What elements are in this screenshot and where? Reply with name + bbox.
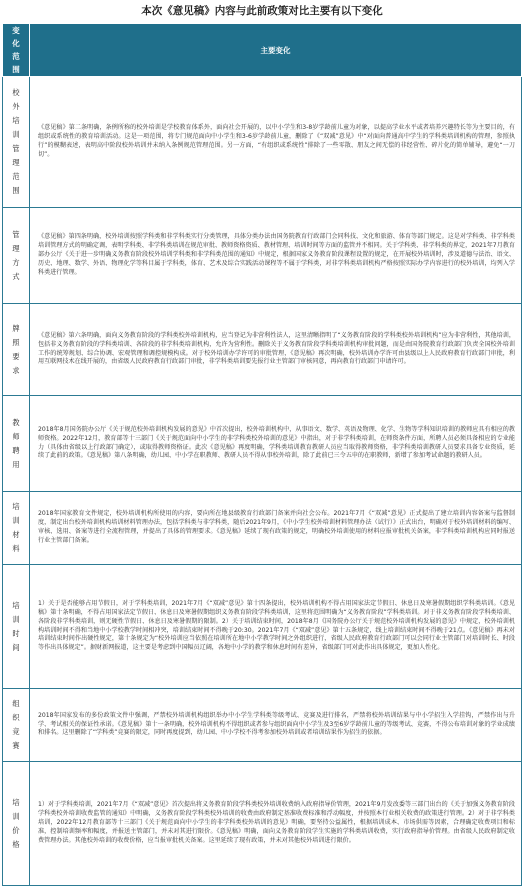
header-category: 变化范围 [3,24,30,77]
row-category: 培训材料 [3,492,30,565]
row-text: 2018年国家发布的多份政策文件中强调，严禁校外培训机构组织举办中小学生学科类等级考试、竞赛及进行排名，严禁将校外培训结果与中小学招生入学挂钩，严禁作出与升学、考试相关的保证性承诺。《意见稿》第十一条明确，校外培训机构不得组织或者参与组织面向中小学生及3至6岁学龄前儿童的等级考试、竞赛，不得公布培训对象的学业成绩和排名。这里删除了“学科类”竞赛的限定，同时再度提到，幼儿园、中小学校不得考参加校外培训或者培训结果作为招生的依据。 [30,689,522,762]
row-category: 牌照要求 [3,304,30,396]
row-text: 《意见稿》第四条明确，校外培训按照学科类和非学科类实行分类管理，具体分类办法由国务院教育行政部门会同科技、文化和旅游、体育等部门规定。这是对学科类、非学科类培训管理方式的明确定调，表明学科类、非学科类培训在规范审批、教师资格资质、教材管理、培训时间等方面的监管并不相同。关于学科类、非学科类的界定，2021年7月教育部办公厅《关于进一步明确义务教育阶段校外培训学科类和非学科类范围的通知》中规定，根据国家义务教育阶段课程设置的规定，在开展校外培训时，涉及道德与法治、语文、历史、地理、数学、外语、物理化学等科目属于学科类，体育、艺术及综合实践活动课程等不属于学科类，对非学科类培训机构严格按照实际办学内容进行的校外培训，均列入学科类进行管理。 [30,208,522,304]
table-row [3,77,522,208]
row-category: 管理方式 [3,208,30,304]
table-row [3,565,522,689]
header-changes: 主要变化 [30,24,522,77]
comparison-table [2,23,522,886]
table-header-row [3,24,522,77]
table-row [3,396,522,492]
table-row [3,762,522,886]
table-row [3,304,522,396]
row-text: 1）关于是否能够占用节假日，对于学科类培训，2021年7月《“双减”意见》第十四条提出，校外培训机构不得占用国家法定节假日、休息日及寒暑假期组织学科类培训。《意见稿》第十条明确，不得占用国家法定节假日、休息日及寒暑假期组织义务教育阶段学科类培训，这里将范围明确为“义务教育阶段”学科类培训。对于非义务教育阶段学科类培训、各阶段非学科类培训，则无硬性节假日、休息日及寒暑假期的限制。2）关于培训结束时间，2018年8月《国务院办公厅关于规范校外培训机构发展的意见》中规定，校外培训机构培训时间不得和当地中小学校教学时间相冲突，培训结束时间不得晚于20:30。2021年7月《“双减”意见》第十五条规定，线上培训结束时间不得晚于21点。《意见稿》再未对培训结束时间作出硬性规定，第十条规定为“校外培训应当依照在培训所在地中小学教学时间之外组织进行，省级人民政府教育行政部门可以会同行业主管部门对培训时长、时段等作出具体规定”。据财新网报道，这主要是考虑到中国幅员辽阔，各地中小学的教学和休息时间有差异，省级部门可对此作出具体规定，更加人性化。 [30,565,522,689]
row-category: 组织竞赛 [3,689,30,762]
page-title: 本次《意见稿》内容与此前政策对比主要有以下变化 [141,5,383,17]
row-text: 2018年国家教育文件规定，校外培训机构所使用的内容，要向所在地县级教育行政部门备案并向社会公布。2021年7月《“双减”意见》正式提出了建立培训内容备案与监督制度，制定出台校外培训机构培训材料管理办法，包括学科类与非学科类，随后2021年9月，《中小学生校外培训材料管理办法（试行）》正式出台，明确对于校外培训材料的编写、审核、选用、备案等进行全流程管理，并提出了具体的管理要求。《意见稿》延续了现有政策的规定，明确校外培训使用的材料应报审批机关备案，非学科类培训机构应同时报送行业主管部门备案。 [30,492,522,565]
row-category: 培训时间 [3,565,30,689]
row-category: 培训价格 [3,762,30,886]
row-text: 《意见稿》第六条明确，面向义务教育阶段的学科类校外培训机构，应当登记为非营利性法人，这里清晰指明了“义务教育阶段的学科类校外培训机构”应为非营利性，其他培训，包括非义务教育阶段的学科类培训、各阶段的非学科类培训机构，允许为营利性。删除关于义务教育阶段学科类培训机构审批问题，而是由国务院教育行政部门负责全国校外培训工作的统筹规划、综合协调、宏观管理和调控规模构成。对于校外培训办学许可的审批管理，《意见稿》再次明确，校外培训办学许可由县级以上人民政府教育行政部门审批，利用互联网技术在线开展的，由省级人民政府教育行政部门审批，非学科类培训要先报行业主管部门审核同意，再向教育行政部门申请许可。 [30,304,522,396]
row-category: 校外培训管理范围 [3,77,30,208]
row-category: 教师聘用 [3,396,30,492]
row-text: 1）对于学科类培训，2021年7月《“双减”意见》首次提出将义务教育阶段学科类校外培训收费纳入政府指导价管理，2021年9月发改委等三部门出台的《关于加强义务教育阶段学科类校外培训收费监管的通知》中明确，义务教育阶段学科类校外培训的收费由政府制定基准收费标准和浮动幅度，并按照本行业相关收费的政策进行管理。2）对于非学科类培训，2022年12月教育部等十三部门《关于规范面向中小学生的非学科类校外培训的意见》明确，要坚持公益属性，根据培训成本、市场供需等因素，合理确定收费项目和标准，控制培训频率和幅度，并报送主管部门，并未对其进行限价。《意见稿》明确，面向义务教育阶段学生实施的学科类培训收费，实行政府指导价管理。由省级人民政府制定收费管理办法。其他校外培训的收费价格，应当报审批机关备案。这里延续了现有政策，并未对其他校外培训进行限价。 [30,762,522,886]
table-row [3,208,522,304]
row-text: 2018年8月国务院办公厅《关于规范校外培训机构发展的意见》中首次提出，校外培训机构中，从事语文、数学、英语及物理、化学、生物等学科知识培训的教师应具有相应的教师资格。2022年12月，教育部等十三部门《关于规范面向中小学生的非学科类校外培训的意见》中指出，对于非学科类培训，在师资条件方面，所聘人员必须具备相应的专业能力（具体由省级以上行政部门确定），或取得教师资格证。此次《意见稿》再度明确，学科类培训教育教研人员应当取得教师资格，非学科类培训教研人员要求具备专业资质，延续了此前的政策。《意见稿》第八条明确，幼儿园、中小学在职教师、教研人员不得从事校外培训，除了此前已三令五申的在职教师，新增了参加考试命题的教研人员。 [30,396,522,492]
table-row [3,689,522,762]
row-text: 《意见稿》第二条明确，条例所称的校外培训是学校教育体系外，面向社会开展的，以中小学生和3-8岁学龄前儿童为对象，以提高学业水平或者培养兴趣特长等为主要目的，有组织或系统性的教育培训活动。这是一项范围，将专门规范面向中小学生和3-6岁学龄前儿童，删除了《“双减”意见》中“对面向普通高中学生的学科类培训机构的管理，参照执行”的模糊表述，表明高中阶段校外培训并未纳入条例规范管理范围。另一方面，“有组织或系统性”排除了一些零散、朋友之间无偿的非经营性、碎片化的简单辅导，避免“一刀切”。 [30,77,522,208]
table-row [3,492,522,565]
